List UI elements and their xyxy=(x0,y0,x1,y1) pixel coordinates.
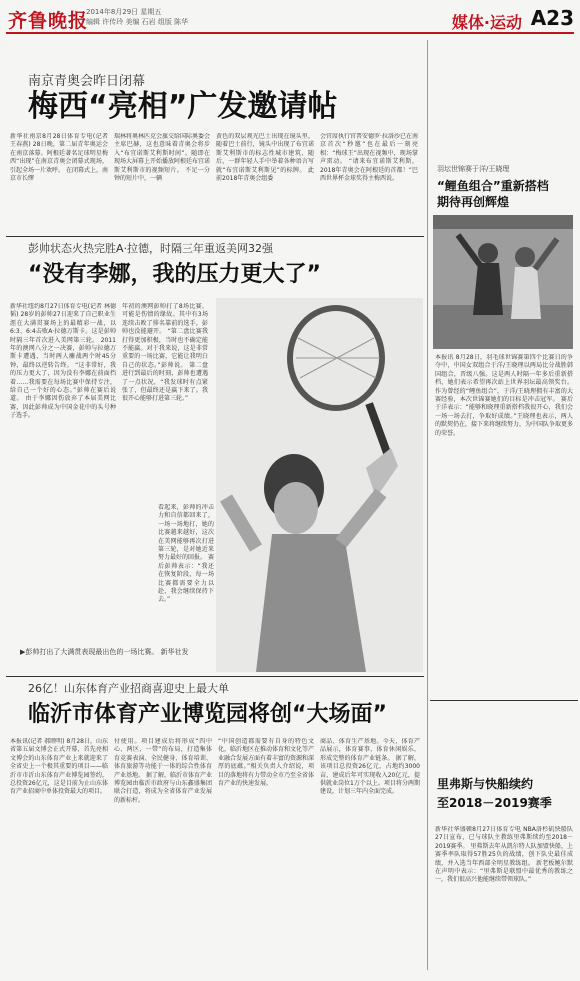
story1-headline: 梅西“亮相”广发邀请帖 xyxy=(28,89,338,124)
story3-col1: 本报讯(记者 郝睦明) 8月28日，山东省第五届文博会正式开幕，首先亮相文博会的山东体育产业上来就迎来了全省史上一个极其重要的项目——临沂市市沂山东体育产业博览园签约，总投资26亿元，这是目前为止山东体育产业招商中单体投资最大的项目。 xyxy=(10,738,108,796)
tennis-photo xyxy=(216,298,423,672)
story1-col2: 瑞林将奥林匹克会旗交给国际奥委会主席巴赫，这也意味着青奥会将步入“布宜诺斯艾利斯时间”。随即在现场大屏幕上开始播放阿根廷布宜诺斯艾利斯市的视频短片。 不足一分钟的短片中，一辆 xyxy=(114,133,210,183)
story3-headline: 临沂市体育产业博览园将创“大场面” xyxy=(28,702,387,727)
story1-col4: 会官席执行官普安德罗·拉洛沙已在南京首次“秒邀”也在最后一刻亮相：“梅球王”出现在视频中，现场掌声雷动。 “请来布宜诺斯艾利斯，2018年青奥会在阿根廷的首都！”巴西世界杯金球奖得主梅西说。 xyxy=(320,133,418,183)
story1-col3: 黄色的双层观光巴士出现在镜头里，随着巴士前行，镜头中出现了布宜诺斯艾利斯市的标志性城市建筑、随后，一群年轻人手中举着各种语言写就“布宜诺斯艾利斯见”的标牌。 此前2018年青奥会组委 xyxy=(216,133,314,183)
nba-body: 新华社华盛顿8月27日体育专电 NBA洛杉矶快船队27日宣布，已与球队主教练里弗斯续约至2018－2019赛季。 里弗斯去年从凯尔特人队加盟快船，上赛季率队取得57胜25负的战绩，创下队史最佳成绩，并入选当年西部全明星教练组。 新老板鲍尔默在声明中表示：“里弗斯是联盟中最优秀的教练之一，我们很高兴他能继续带领球队。” xyxy=(435,826,573,884)
story1-kicker: 南京青奥会昨日闭幕 xyxy=(28,74,146,89)
story2-top-rule xyxy=(6,236,424,237)
story3-top-rule xyxy=(6,676,424,677)
badminton-teaser: 羽坛世锦赛于洋/王晓理 xyxy=(437,165,510,173)
masthead-rule xyxy=(6,32,574,34)
story2-col1: 新华社纽约8月27日体育专电(记者 林德韬) 28岁的彭帅27日迎来了自己职业生涯在大满贯赛场上的最精彩一战，以6:3、6:4击败A·拉德万斯卡。这是彭帅时隔三年首次进入美网第三轮。 2011年的澳网八分之一决赛，彭帅与拉德万斯卡遭遇，当时两人鏖战两个时45分钟，最终以逆转告终。 “这非常好，我的压力更大了，因为没有李娜在前面挡着……我需要在每场比赛中保持专注，给自己一个好的心态。”彭帅在赛后说道。 由于李娜因伤放弃了本届美网比赛，因此彭帅成为中国金花中的头号种子选手。 xyxy=(10,303,116,420)
badminton-body: 本报讯 8月28日，羽毛球世锦赛第四个比赛日的争夺中，中国女双组合于洋/王晓理以两局比分战胜韩国组合，晋级八强。这是两人时隔一年多后重新搭档，她们表示希望再次站上世界羽坛最高领奖台。 作为曾经的“鲤鱼组合”，于洋/王晓理拥有丰富的大赛经验，本次世锦赛她们的目标是冲击冠军。 赛后于洋表示：“能够和晓理重新搭档我很开心，我们会一场一场去打，争取好成绩。”王晓理也表示，两人的默契仍在，接下来将继续努力，为中国队争取更多的荣誉。 xyxy=(435,354,573,437)
story3-col2: 付使用。项目建成后将形成“四中心、两区、一带”的布局，打造集体育竞赛表演、全民健身、体育培训、体育旅游等功能于一体的综合性体育产业基地。 据了解，临沂市体育产业博览园由临沂市政府与山东鑫盛集团联合打造，将成为全省体育产业发展的新标杆。 xyxy=(114,738,212,804)
sidebar-divider xyxy=(427,40,428,970)
story2-kicker: 彭帅状态火热完胜A·拉德，时隔三年重返美网32强 xyxy=(28,242,274,255)
section-title: 媒体·运动 xyxy=(451,13,522,32)
editors-line: 编辑 许传玲 美编 石岩 组版 陈华 xyxy=(86,18,189,26)
nba-headline-1: 里弗斯与快船续约 xyxy=(437,777,534,791)
page-number: A23 xyxy=(530,6,574,30)
badminton-photo xyxy=(433,215,573,349)
story3-col3: “中国创造都需要有自身的特色文化，临沂地区在推动体育和文化等产业融合发展方面有着丰富的资源和深厚的底蕴。”相关负责人介绍说，项目的落地将有力带动全市乃至全省体育产业的快速发展。 xyxy=(218,738,314,788)
story2-col3: 看起来，彭帅的冲击力和自信都回来了，一场一场地打，她的比赛越来越好，这次在美网能够再次打进第三轮，是对她近来努力最好的回报。 赛后彭帅表示：“我还在恢复阶段，每一场比赛都需要全力以赴，我会继续保持下去。” xyxy=(158,504,214,604)
badminton-headline-2: 期待再创辉煌 xyxy=(437,195,510,209)
tennis-photo-caption: ▶彭帅打出了大满贯表现最出色的一场比赛。 新华社发 xyxy=(20,648,189,656)
story1-col1: 新华社南京8月28日体育专电(记者 王春燕) 28日晚，第二届青年奥运会在南京落幕。阿根廷著名足球明星梅西“出现”在南京青奥会闭幕式现场，引起全场一片欢呼。 在闭幕式上，南京市长缪 xyxy=(10,133,108,183)
story2-col2: 年初的澳网彭帅打了8场比赛，可能是伤情的缘故。其中有3场连续击败了排名靠前的选手，彭帅也没能避开。 “第二盘比赛我打得更加积极，当时也不确定能不能赢。对于我来说，这是非常重要的一场比赛，它能让我明白自己的状态。”彭帅说。 第二盘进行到最后的时刻，彭帅也遭遇了一点状况，“我发球时有点紧张了，但最终还是赢下来了。我很开心能够打进第三轮。” xyxy=(122,303,208,403)
story3-col4: 商品、体育生产基地。今天，体育产品展示，体育赛事，体育休闲娱乐，形成完整的体育产业链条。 据了解，该项目总投资26亿元，占地约3000亩，建成后年可实现收入20亿元，提供就业岗位1万个以上。项目将分两期建设，计划三年内全面完成。 xyxy=(320,738,420,796)
nba-rule xyxy=(430,700,578,701)
badminton-headline-1: “鲤鱼组合”重新搭档 xyxy=(437,179,549,193)
nba-headline-2: 至2018－2019赛季 xyxy=(437,796,552,810)
date-line: 2014年8月29日 星期五 xyxy=(86,8,162,16)
story3-kicker: 26亿！山东体育产业招商喜迎史上最大单 xyxy=(28,682,229,695)
newspaper-logo: 齐鲁晚报 xyxy=(8,10,89,32)
story2-headline: “没有李娜，我的压力更大了” xyxy=(28,262,321,287)
